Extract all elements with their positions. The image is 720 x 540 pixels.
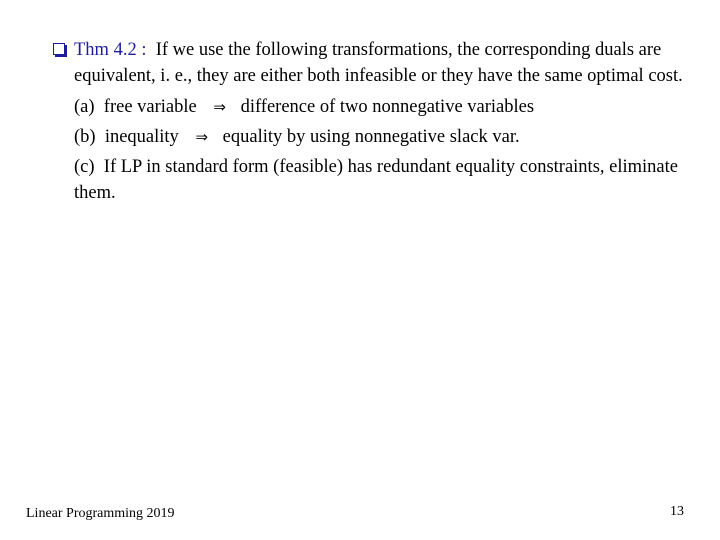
list-item-b	[74, 122, 690, 152]
theorem-block	[50, 37, 690, 89]
item-left-text: inequality	[104, 127, 179, 147]
implies-arrow-icon: ⇒	[213, 98, 226, 116]
item-marker: (b)	[74, 127, 96, 147]
theorem-statement: If we use the following transformations, the corresponding duals are equivalent, i. e., they are either both infeasible or they have the same optimal cost.	[74, 40, 683, 86]
transformation-list	[50, 92, 690, 206]
slide-body	[50, 37, 690, 206]
item-right-text: difference of two nonnegative variables	[240, 97, 535, 117]
item-right-text: equality by using nonnegative slack var.	[222, 127, 520, 147]
item-left-text: free variable	[103, 97, 197, 117]
theorem-label: Thm 4.2 :	[74, 40, 147, 60]
item-text: If LP in standard form (feasible) has redundant equality constraints, eliminate them.	[74, 157, 678, 203]
checkbox-square-icon	[53, 43, 65, 55]
footer-course-title: Linear Programming 2019	[26, 506, 175, 521]
list-item-c	[74, 154, 690, 206]
list-item-a	[74, 92, 690, 122]
item-marker: (c)	[74, 157, 95, 177]
item-marker: (a)	[74, 97, 95, 117]
implies-arrow-icon: ⇒	[195, 128, 209, 146]
page-number: 13	[670, 504, 684, 519]
